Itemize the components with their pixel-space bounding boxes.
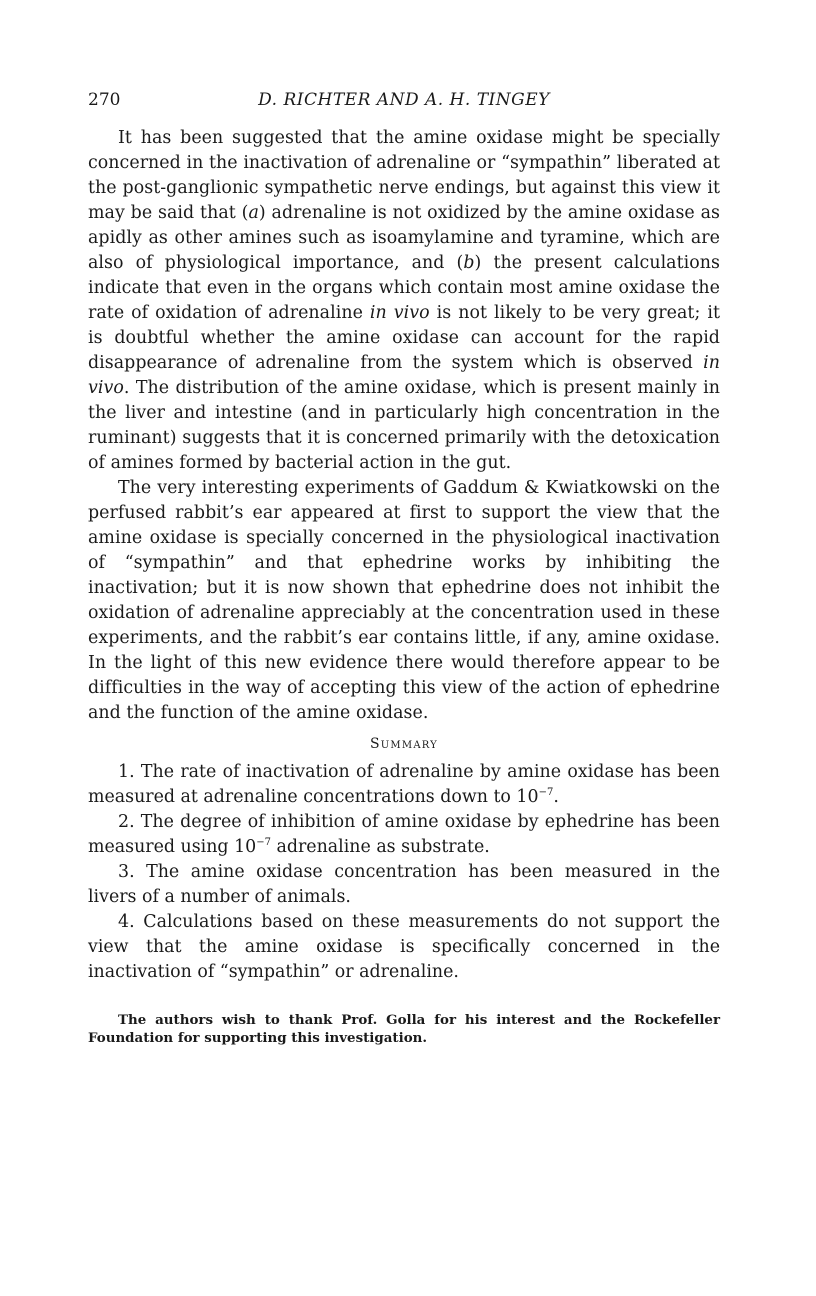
acknowledgement: The authors wish to thank Prof. Golla for his interest and the Rockefeller Foundation for supporting this investigation. — [88, 1012, 720, 1046]
page-number: 270 — [88, 90, 121, 110]
summary-item-1 — [88, 760, 720, 810]
summary-item-2-end: adrenaline as substrate. — [270, 837, 490, 857]
paragraph-1 — [88, 126, 720, 476]
summary-item-4: 4. Calculations based on these measurements do not support the view that the amine oxidase is specifically concerned in the inactivation of “sympathin” or adrenaline. — [88, 912, 720, 982]
paragraph-2: The very interesting experiments of Gaddum & Kwiatkowski on the perfused rabbit’s ear appeared at first to support the view that the amine oxidase is specially concerned in the physiological inactivation of “sympathin” and that ephedrine works by inhibiting the inactivation; but it is now shown that ephedrine does not inhibit the oxidation of adrenaline appreciably at the concentration used in these experiments, and the rabbit’s ear contains little, if any, amine oxidase. In the light of this new evidence there would therefore appear to be difficulties in the way of accepting this view of the action of ephedrine and the function of the amine oxidase. — [88, 478, 720, 723]
p1-part-c: ) the present calculations indicate that even in the organs which contain most amine oxidase the rate of oxidation of adrenaline — [88, 253, 720, 323]
body-text — [88, 126, 720, 726]
p1-italic-b: b — [463, 253, 475, 273]
page-header — [88, 90, 720, 120]
summary-item-1-exponent: −7 — [538, 787, 554, 799]
summary-heading: Summary — [370, 736, 438, 752]
p1-part-b: ) adrenaline is not oxidized by the amine oxidase as apidly as other amines such as isoamylamine and tyramine, which are also of physiological importance, and ( — [88, 203, 720, 273]
summary-list — [88, 760, 720, 985]
summary-item-2-text: 2. The degree of inhibition of amine oxidase by ephedrine has been measured using 10 — [88, 812, 720, 857]
page — [88, 90, 720, 1047]
summary-item-2-exponent: −7 — [256, 837, 271, 849]
p1-part-e: . The distribution of the amine oxidase, which is present mainly in the liver and intestine (and in particularly high concentration in the ruminant) suggests that it is concerned primarily with the detoxication of amines formed by bacterial action in the gut. — [88, 378, 720, 473]
summary-item-3: 3. The amine oxidase concentration has been measured in the livers of a number of animals. — [88, 862, 720, 907]
p1-italic-c: in vivo — [369, 303, 430, 323]
summary-item-2 — [88, 810, 720, 860]
running-head: D. RICHTER AND A. H. TINGEY — [258, 90, 550, 110]
summary-item-1-text: 1. The rate of inactivation of adrenaline by amine oxidase has been measured at adrenaline concentrations down to 10 — [88, 762, 720, 807]
p1-part-d: is not likely to be very great; it is doubtful whether the amine oxidase can account for the rapid disappearance of adrenaline from the system which is observed — [88, 303, 720, 373]
p1-italic-d: in vivo — [88, 353, 720, 398]
p1-part-a: It has been suggested that the amine oxidase might be specially concerned in the inactivation of adrenaline or “sympathin” liberated at the post-ganglionic sympathetic nerve endings, but against this view it may be said that ( — [88, 128, 720, 223]
summary-item-1-end: . — [553, 787, 559, 807]
p1-italic-a: a — [248, 203, 259, 223]
